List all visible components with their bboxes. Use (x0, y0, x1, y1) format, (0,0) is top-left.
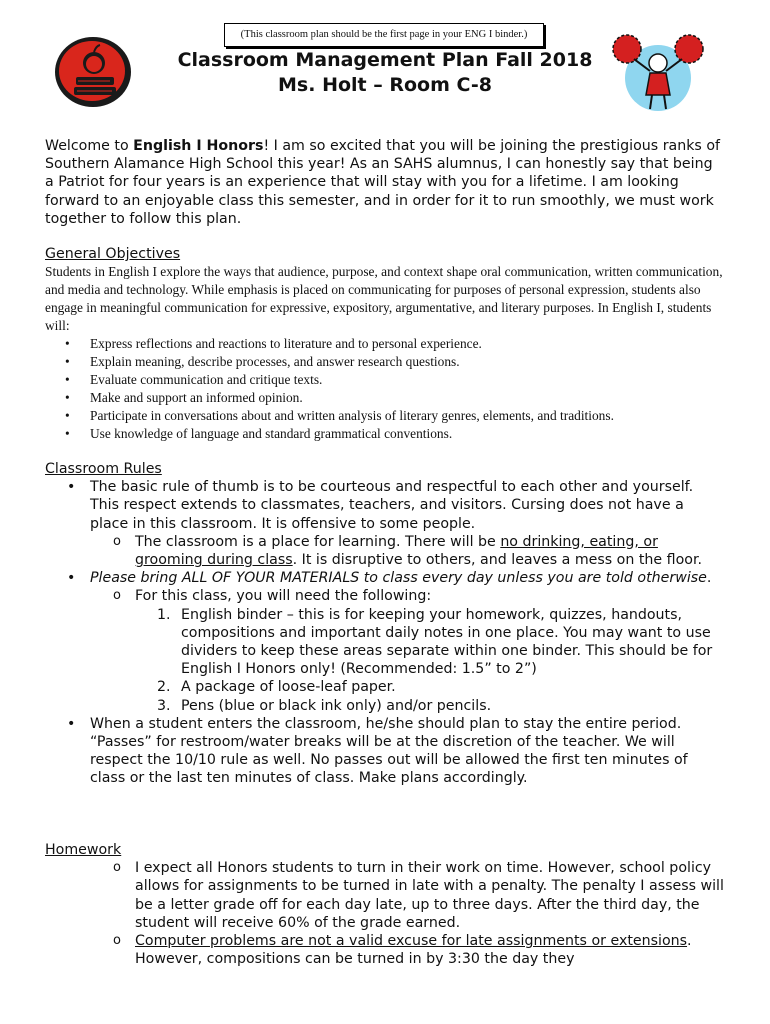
homework-section (45, 841, 725, 968)
rule-item: • Please bring ALL OF YOUR MATERIALS to class every day unless you are told otherwise. (45, 569, 725, 587)
course-name: English I Honors (133, 138, 264, 154)
intro-paragraph: Welcome to English I Honors! I am so excited that you will be joining the prestigious ranks of Southern Alamance High School this year! As an SAHS alumnus, I can honestly say that being a Patriot for four years is an experience that will stay with you for a lifetime. I am looking forward to an enjoyable class this semester, and in order for it to run smoothly, we must work together to follow this plan. (45, 138, 721, 227)
rule-subitem: o For this class, you will need the following: (45, 587, 725, 605)
apple-books-logo (52, 33, 134, 111)
objectives-list (45, 335, 725, 443)
rule-item: • The basic rule of thumb is to be courteous and respectful to each other and yourself. This respect extends to classmates, teachers, and visitors. Cursing does not have a place in this classroom. It is offensive to some people. (45, 478, 725, 533)
material-item: 2. A package of loose-leaf paper. (157, 679, 396, 696)
rules-heading: Classroom Rules (45, 461, 162, 477)
homework-heading: Homework (45, 842, 122, 858)
list-item: • Participate in conversations about and written analysis of literary genres, elements, and traditions. (45, 407, 725, 425)
page-subtitle: Ms. Holt – Room C-8 (278, 74, 492, 96)
cheer-head (649, 54, 667, 72)
material-item: 3. Pens (blue or black ink only) and/or pencils. (157, 697, 492, 714)
list-item: • Evaluate communication and critique texts. (45, 371, 725, 389)
cheerleader-illustration (610, 33, 706, 113)
list-item: • Use knowledge of language and standard grammatical conventions. (45, 425, 725, 443)
list-item: • Explain meaning, describe processes, and answer research questions. (45, 353, 725, 371)
rule-subitem: o The classroom is a place for learning. There will be no drinking, eating, or grooming during class. It is disruptive to others, and leaves a mess on the floor. (45, 533, 725, 569)
binder-note: (This classroom plan should be the first page in your ENG I binder.) (224, 23, 544, 47)
homework-item: o Computer problems are not a valid excuse for late assignments or extensions. However, compositions can be turned in by 3:30 the day they (45, 932, 725, 968)
list-item: • Make and support an informed opinion. (45, 389, 725, 407)
objectives-section (45, 263, 725, 443)
material-item: 1. English binder – this is for keeping your homework, quizzes, handouts, compositions and important daily notes in one place. You may want to use dividers to keep these areas separate within one binder. This should be for English I Honors only! (Recommended: 1.5” to 2”) (157, 606, 713, 678)
page-title: Classroom Management Plan Fall 2018 (177, 49, 593, 71)
homework-item: o I expect all Honors students to turn in their work on time. However, school policy allows for assignments to be turned in late with a penalty. The penalty I assess will be a letter grade off for each day late, up to three days. After the third day, the student will receive 60% of the grade earned. (45, 859, 725, 932)
list-item: • Express reflections and reactions to literature and to personal experience. (45, 335, 725, 353)
objectives-heading: General Objectives (45, 246, 181, 262)
rules-section (45, 460, 725, 788)
objectives-paragraph: Students in English I explore the ways that audience, purpose, and context shape oral communication, written communication, and media and technology. While emphasis is placed on communicating for purposes of personal expression, students also engage in meaningful communication for expressive, expository, argumentative, and literary purposes. In English I, students will: (45, 264, 723, 333)
pompom-right-icon (675, 35, 703, 63)
rule-item: • When a student enters the classroom, he/she should plan to stay the entire period. “Passes” for restroom/water breaks will be at the discretion of the teacher. We will respect the 10/10 rule as well. No passes out will be allowed the first ten minutes of class or the last ten minutes of class. Make plans accordingly. (45, 715, 725, 788)
